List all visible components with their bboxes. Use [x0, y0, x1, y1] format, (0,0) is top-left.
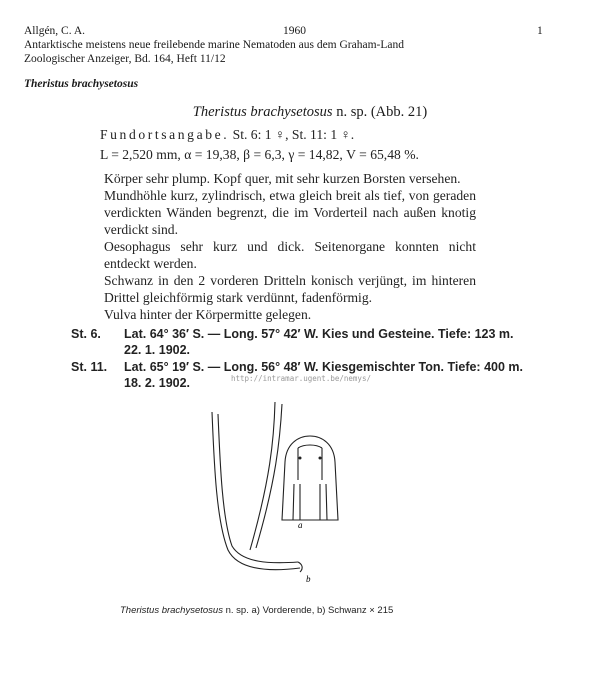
head-body-line [250, 402, 275, 550]
station-label: St. 11. [71, 360, 108, 374]
station-date: 18. 2. 1902. [124, 376, 191, 390]
locality-line [100, 126, 476, 143]
locality-label: Fundortsangabe. [100, 127, 230, 142]
station-details: Lat. 64° 36′ S. — Long. 57° 42′ W. Kies und Gesteine. Tiefe: 123 m. [124, 327, 514, 341]
paragraph-body: Körper sehr plump. Kopf quer, mit sehr kurzen Borsten versehen. [104, 171, 461, 186]
journal-reference: Zoologischer Anzeiger, Bd. 164, Heft 11/12 [24, 53, 226, 65]
title-rest: n. sp. (Abb. 21) [332, 104, 428, 120]
station-date: 22. 1. 1902. [124, 343, 191, 357]
head-outline [282, 436, 338, 520]
species-heading: Theristus brachysetosus [24, 78, 139, 90]
station-details: Lat. 65° 19′ S. — Long. 56° 48′ W. Kiesgemischter Ton. Tiefe: 400 m. [124, 360, 523, 374]
paragraph-oesophagus: Oesophagus sehr kurz und dick. Seitenorgane konnten nicht entdeckt werden. [104, 239, 476, 271]
caption-text: n. sp. a) Vorderende, b) Schwanz × 215 [222, 605, 394, 616]
head-body-line-2 [256, 404, 282, 548]
publication-year: 1960 [283, 25, 306, 37]
tail-outline-outer [212, 412, 300, 570]
figure-label-a: a [298, 520, 303, 530]
paragraph-tail: Schwanz in den 2 vorderen Dritteln konisch verjüngt, im hinteren Drittel gleichförmig stark verdünnt, fadenförmig. [104, 273, 476, 305]
measurements-line: L = 2,520 mm, α = 19,38, β = 6,3, γ = 14,82, V = 65,48 %. [100, 147, 419, 162]
title-species-name: Theristus brachysetosus [192, 104, 333, 120]
paragraph-vulva: Vulva hinter der Körpermitte gelegen. [104, 307, 312, 322]
nematode-figure [190, 400, 350, 590]
figure-label-b: b [306, 574, 311, 584]
tail-tip [298, 562, 302, 572]
watermark-url: http://intramar.ugent.be/nemys/ [231, 374, 371, 383]
article-title: Antarktische meistens neue freilebende marine Nematoden aus dem Graham-Land [24, 39, 404, 51]
description-title [100, 104, 520, 121]
caption-species-name: Theristus brachysetosus [120, 605, 223, 616]
locality-text: St. 6: 1 ♀, St. 11: 1 ♀. [229, 127, 355, 142]
oesophagus-lines [293, 484, 327, 520]
author-line: Allgén, C. A. [24, 25, 86, 37]
mouth-cavity [298, 445, 322, 480]
page-number: 1 [537, 25, 543, 37]
figure-caption [120, 605, 393, 616]
station-label: St. 6. [71, 327, 101, 341]
paragraph-mouth: Mundhöhle kurz, zylindrisch, etwa gleich breit als tief, von geraden verdickten Wänden begrenzt, die im Vorderteil nach außen knotig verdickt sind. [104, 188, 476, 237]
